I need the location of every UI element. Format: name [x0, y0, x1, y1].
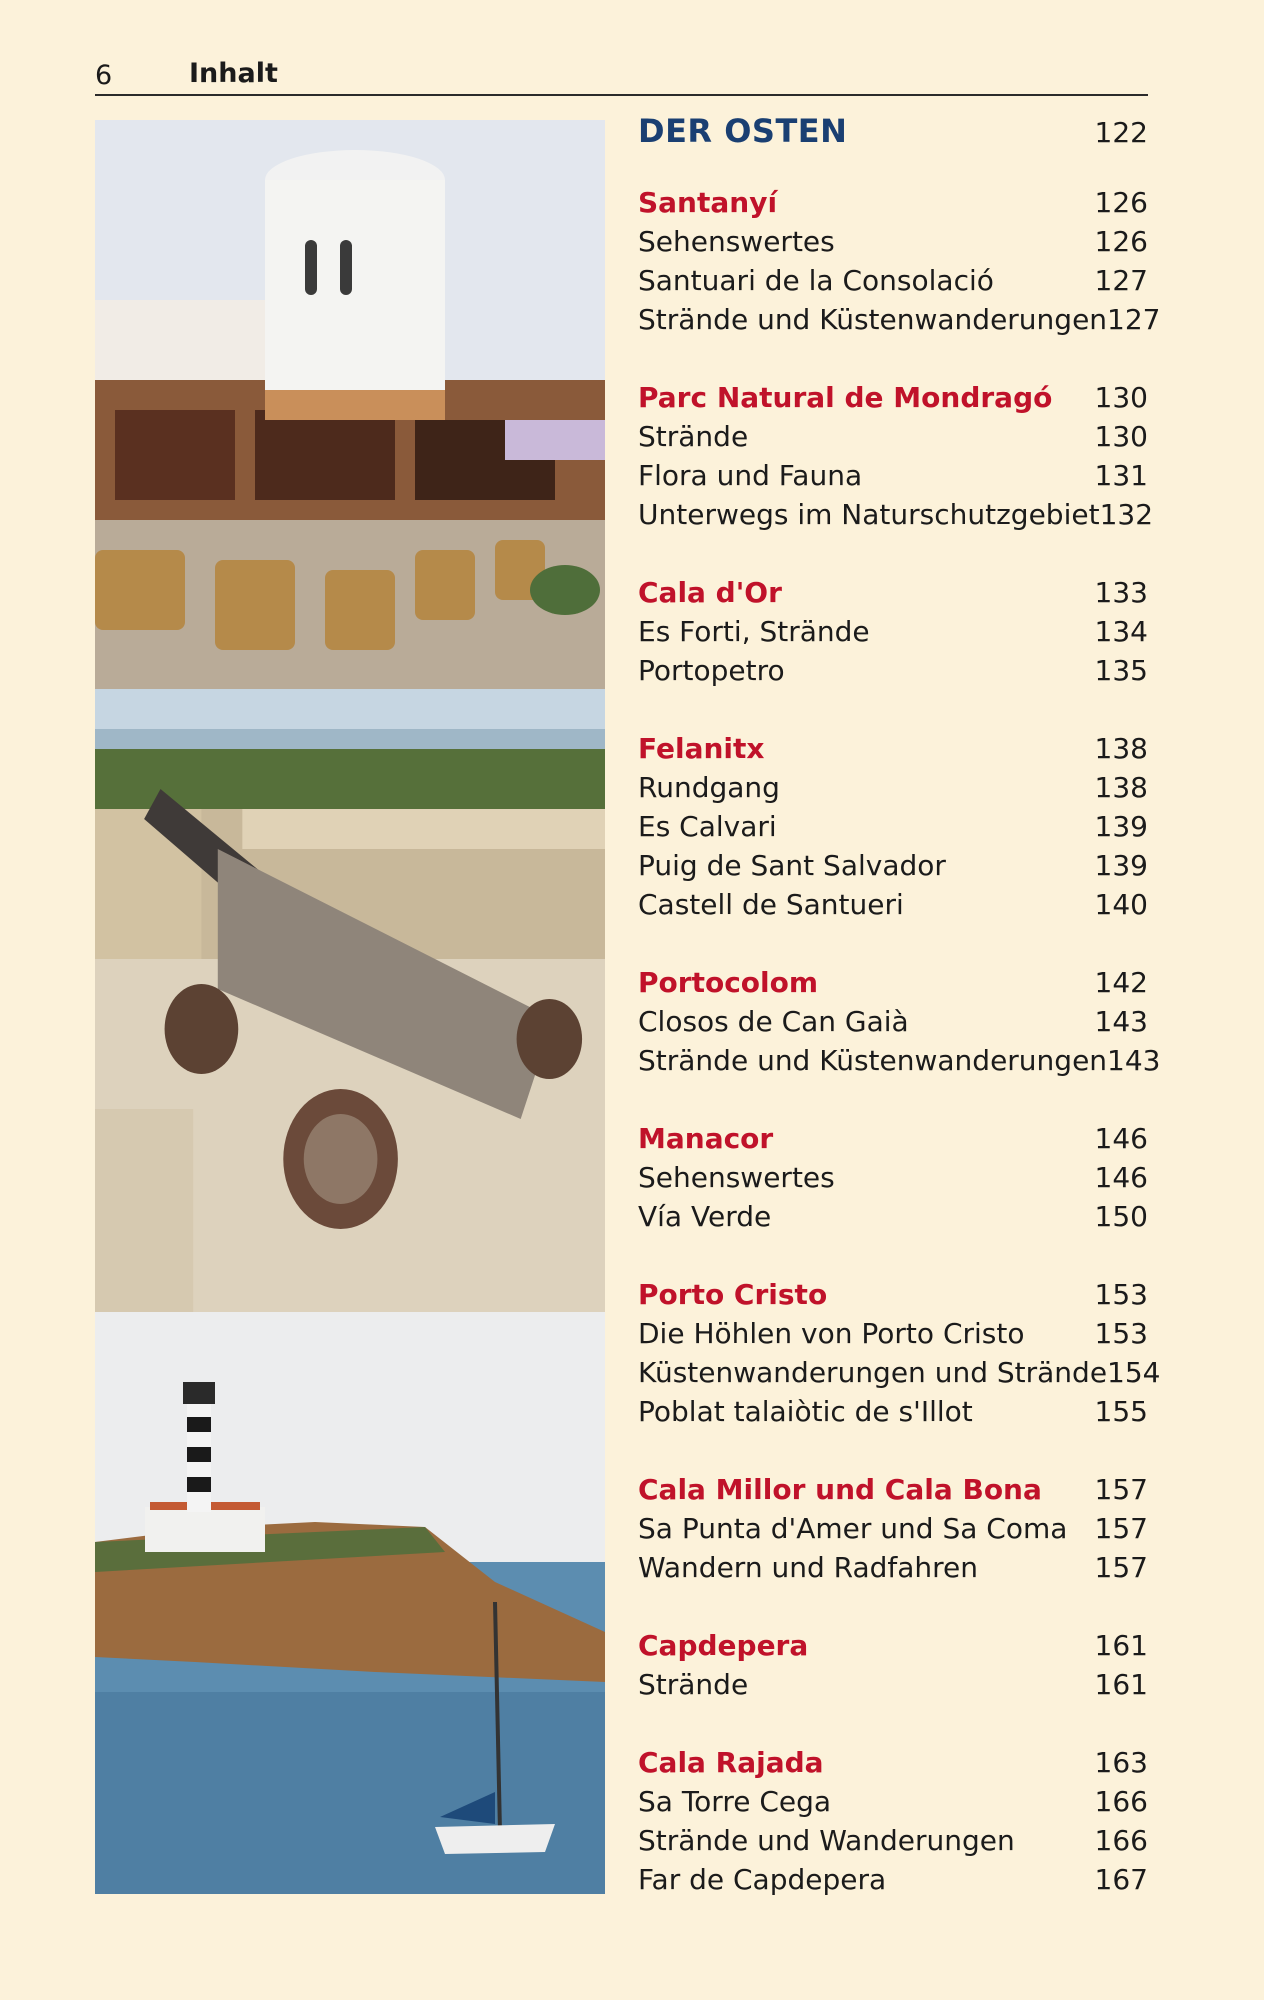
toc-entry-page: 146 — [1094, 1161, 1148, 1194]
toc-entry-label: Portopetro — [638, 654, 785, 687]
toc-chapter[interactable] — [638, 381, 1148, 420]
toc-entry-page: 166 — [1094, 1824, 1148, 1857]
page-header — [95, 58, 1148, 94]
toc-chapter-page: 146 — [1094, 1122, 1148, 1155]
section-title: DER OSTEN — [638, 112, 848, 150]
toc-entry-label: Closos de Can Gaià — [638, 1005, 909, 1038]
toc-group — [638, 732, 1148, 927]
toc-entry[interactable] — [638, 1044, 1161, 1083]
toc-entry[interactable] — [638, 1512, 1148, 1551]
toc-entry[interactable] — [638, 264, 1148, 303]
toc-entry[interactable] — [638, 654, 1148, 693]
toc-chapter-label: Felanitx — [638, 732, 765, 765]
toc-chapter-page: 130 — [1094, 381, 1148, 414]
toc-chapter[interactable] — [638, 966, 1148, 1005]
toc-chapter[interactable] — [638, 732, 1148, 771]
toc-entry-label: Strände und Küstenwanderungen — [638, 1044, 1108, 1077]
toc-group — [638, 1122, 1148, 1239]
toc-entry-label: Puig de Sant Salvador — [638, 849, 946, 882]
toc-chapter[interactable] — [638, 1122, 1148, 1161]
toc-group — [638, 1746, 1148, 1902]
toc-chapter-label: Manacor — [638, 1122, 774, 1155]
header-rule — [95, 94, 1148, 96]
toc-entry-label: Wandern und Radfahren — [638, 1551, 979, 1584]
toc-entry-page: 139 — [1094, 849, 1148, 882]
page-number: 6 — [95, 60, 113, 91]
toc-entry[interactable] — [638, 1824, 1148, 1863]
toc-entry-label: Castell de Santueri — [638, 888, 904, 921]
toc-entry-page: 143 — [1094, 1005, 1148, 1038]
toc-entry-label: Flora und Fauna — [638, 459, 863, 492]
toc-entry-label: Strände — [638, 420, 749, 453]
toc-entry-label: Die Höhlen von Porto Cristo — [638, 1317, 1025, 1350]
toc-entry[interactable] — [638, 303, 1161, 342]
toc-group — [638, 186, 1161, 342]
toc-entry-page: 140 — [1094, 888, 1148, 921]
toc-chapter-page: 153 — [1094, 1278, 1148, 1311]
toc-entry-page: 167 — [1094, 1863, 1148, 1896]
toc-chapter-label: Porto Cristo — [638, 1278, 828, 1311]
toc-entry[interactable] — [638, 1317, 1148, 1356]
toc-chapter[interactable] — [638, 576, 1148, 615]
toc-entry[interactable] — [638, 810, 1148, 849]
toc-entry-label: Strände und Küstenwanderungen — [638, 303, 1108, 336]
toc-entry[interactable] — [638, 1551, 1148, 1590]
toc-entry-label: Strände — [638, 1668, 749, 1701]
toc-entry-page: 127 — [1094, 264, 1148, 297]
toc-group — [638, 966, 1161, 1083]
toc-entry-page: 150 — [1094, 1200, 1148, 1233]
toc-entry-label: Sa Punta d'Amer und Sa Coma — [638, 1512, 1068, 1545]
toc-entry-page: 143 — [1107, 1044, 1161, 1077]
toc-entry-label: Rundgang — [638, 771, 780, 804]
toc-entry-label: Unterwegs im Naturschutzgebiet — [638, 498, 1100, 531]
toc-entry-page: 131 — [1094, 459, 1148, 492]
toc-entry[interactable] — [638, 1785, 1148, 1824]
toc-entry-label: Sa Torre Cega — [638, 1785, 832, 1818]
table-of-contents — [638, 112, 1161, 1941]
toc-entry-label: Es Calvari — [638, 810, 777, 843]
toc-chapter-label: Cala Rajada — [638, 1746, 824, 1779]
toc-entry-page: 138 — [1094, 771, 1148, 804]
toc-entry[interactable] — [638, 615, 1148, 654]
toc-entry[interactable] — [638, 1863, 1148, 1902]
toc-entry-page: 134 — [1094, 615, 1148, 648]
toc-chapter-label: Cala Millor und Cala Bona — [638, 1473, 1042, 1506]
toc-entry-label: Sehenswertes — [638, 1161, 835, 1194]
toc-group — [638, 1473, 1148, 1590]
toc-group — [638, 381, 1154, 537]
toc-entry-page: 154 — [1107, 1356, 1161, 1389]
toc-chapter-label: Cala d'Or — [638, 576, 782, 609]
toc-entry[interactable] — [638, 1005, 1148, 1044]
toc-entry[interactable] — [638, 1200, 1148, 1239]
toc-entry-page: 126 — [1094, 225, 1148, 258]
toc-entry-page: 127 — [1107, 303, 1161, 336]
toc-entry-label: Strände und Wanderungen — [638, 1824, 1015, 1857]
toc-entry[interactable] — [638, 849, 1148, 888]
toc-chapter-page: 133 — [1094, 576, 1148, 609]
toc-entry-page: 157 — [1094, 1551, 1148, 1584]
toc-entry[interactable] — [638, 1668, 1148, 1707]
toc-entry[interactable] — [638, 771, 1148, 810]
photo-lighthouse — [95, 1312, 605, 1894]
toc-chapter-page: 161 — [1094, 1629, 1148, 1662]
toc-entry-label: Santuari de la Consolació — [638, 264, 994, 297]
toc-entry[interactable] — [638, 420, 1148, 459]
toc-entry[interactable] — [638, 498, 1154, 537]
toc-chapter[interactable] — [638, 1278, 1148, 1317]
toc-entry-page: 135 — [1094, 654, 1148, 687]
toc-entry-page: 139 — [1094, 810, 1148, 843]
toc-entry[interactable] — [638, 459, 1148, 498]
toc-chapter[interactable] — [638, 1746, 1148, 1785]
toc-chapter[interactable] — [638, 186, 1148, 225]
toc-entry-page: 153 — [1094, 1317, 1148, 1350]
toc-chapter-page: 142 — [1094, 966, 1148, 999]
toc-entry-label: Vía Verde — [638, 1200, 772, 1233]
toc-chapter-label: Capdepera — [638, 1629, 809, 1662]
toc-chapter-page: 138 — [1094, 732, 1148, 765]
toc-chapter[interactable] — [638, 1473, 1148, 1512]
toc-chapter-label: Parc Natural de Mondragó — [638, 381, 1053, 414]
toc-chapter-page: 126 — [1094, 186, 1148, 219]
toc-chapter-label: Santanyí — [638, 186, 778, 219]
section-header[interactable] — [638, 112, 1148, 164]
toc-chapter-page: 157 — [1094, 1473, 1148, 1506]
toc-entry-page: 155 — [1094, 1395, 1148, 1428]
toc-entry-label: Sehenswertes — [638, 225, 835, 258]
section-page: 122 — [1094, 116, 1148, 149]
toc-chapter[interactable] — [638, 1629, 1148, 1668]
toc-entry[interactable] — [638, 1161, 1148, 1200]
toc-entry-page: 130 — [1094, 420, 1148, 453]
photo-cannon — [95, 689, 605, 1312]
toc-chapter-label: Portocolom — [638, 966, 819, 999]
toc-entry[interactable] — [638, 225, 1148, 264]
toc-group — [638, 1278, 1161, 1434]
toc-entry[interactable] — [638, 1395, 1148, 1434]
toc-group — [638, 1629, 1148, 1707]
header-title: Inhalt — [189, 58, 278, 89]
toc-entry[interactable] — [638, 1356, 1161, 1395]
toc-entry-label: Poblat talaiòtic de s'Illot — [638, 1395, 973, 1428]
photo-cafe-terrace — [95, 120, 605, 689]
toc-entry-page: 132 — [1099, 498, 1154, 531]
toc-entry[interactable] — [638, 888, 1148, 927]
toc-entry-page: 166 — [1094, 1785, 1148, 1818]
toc-group — [638, 576, 1148, 693]
toc-chapter-page: 163 — [1094, 1746, 1148, 1779]
toc-entry-label: Es Forti, Strände — [638, 615, 870, 648]
toc-entry-label: Küstenwanderungen und Strände — [638, 1356, 1108, 1389]
toc-entry-label: Far de Capdepera — [638, 1863, 887, 1896]
toc-entry-page: 161 — [1094, 1668, 1148, 1701]
toc-entry-page: 157 — [1094, 1512, 1148, 1545]
